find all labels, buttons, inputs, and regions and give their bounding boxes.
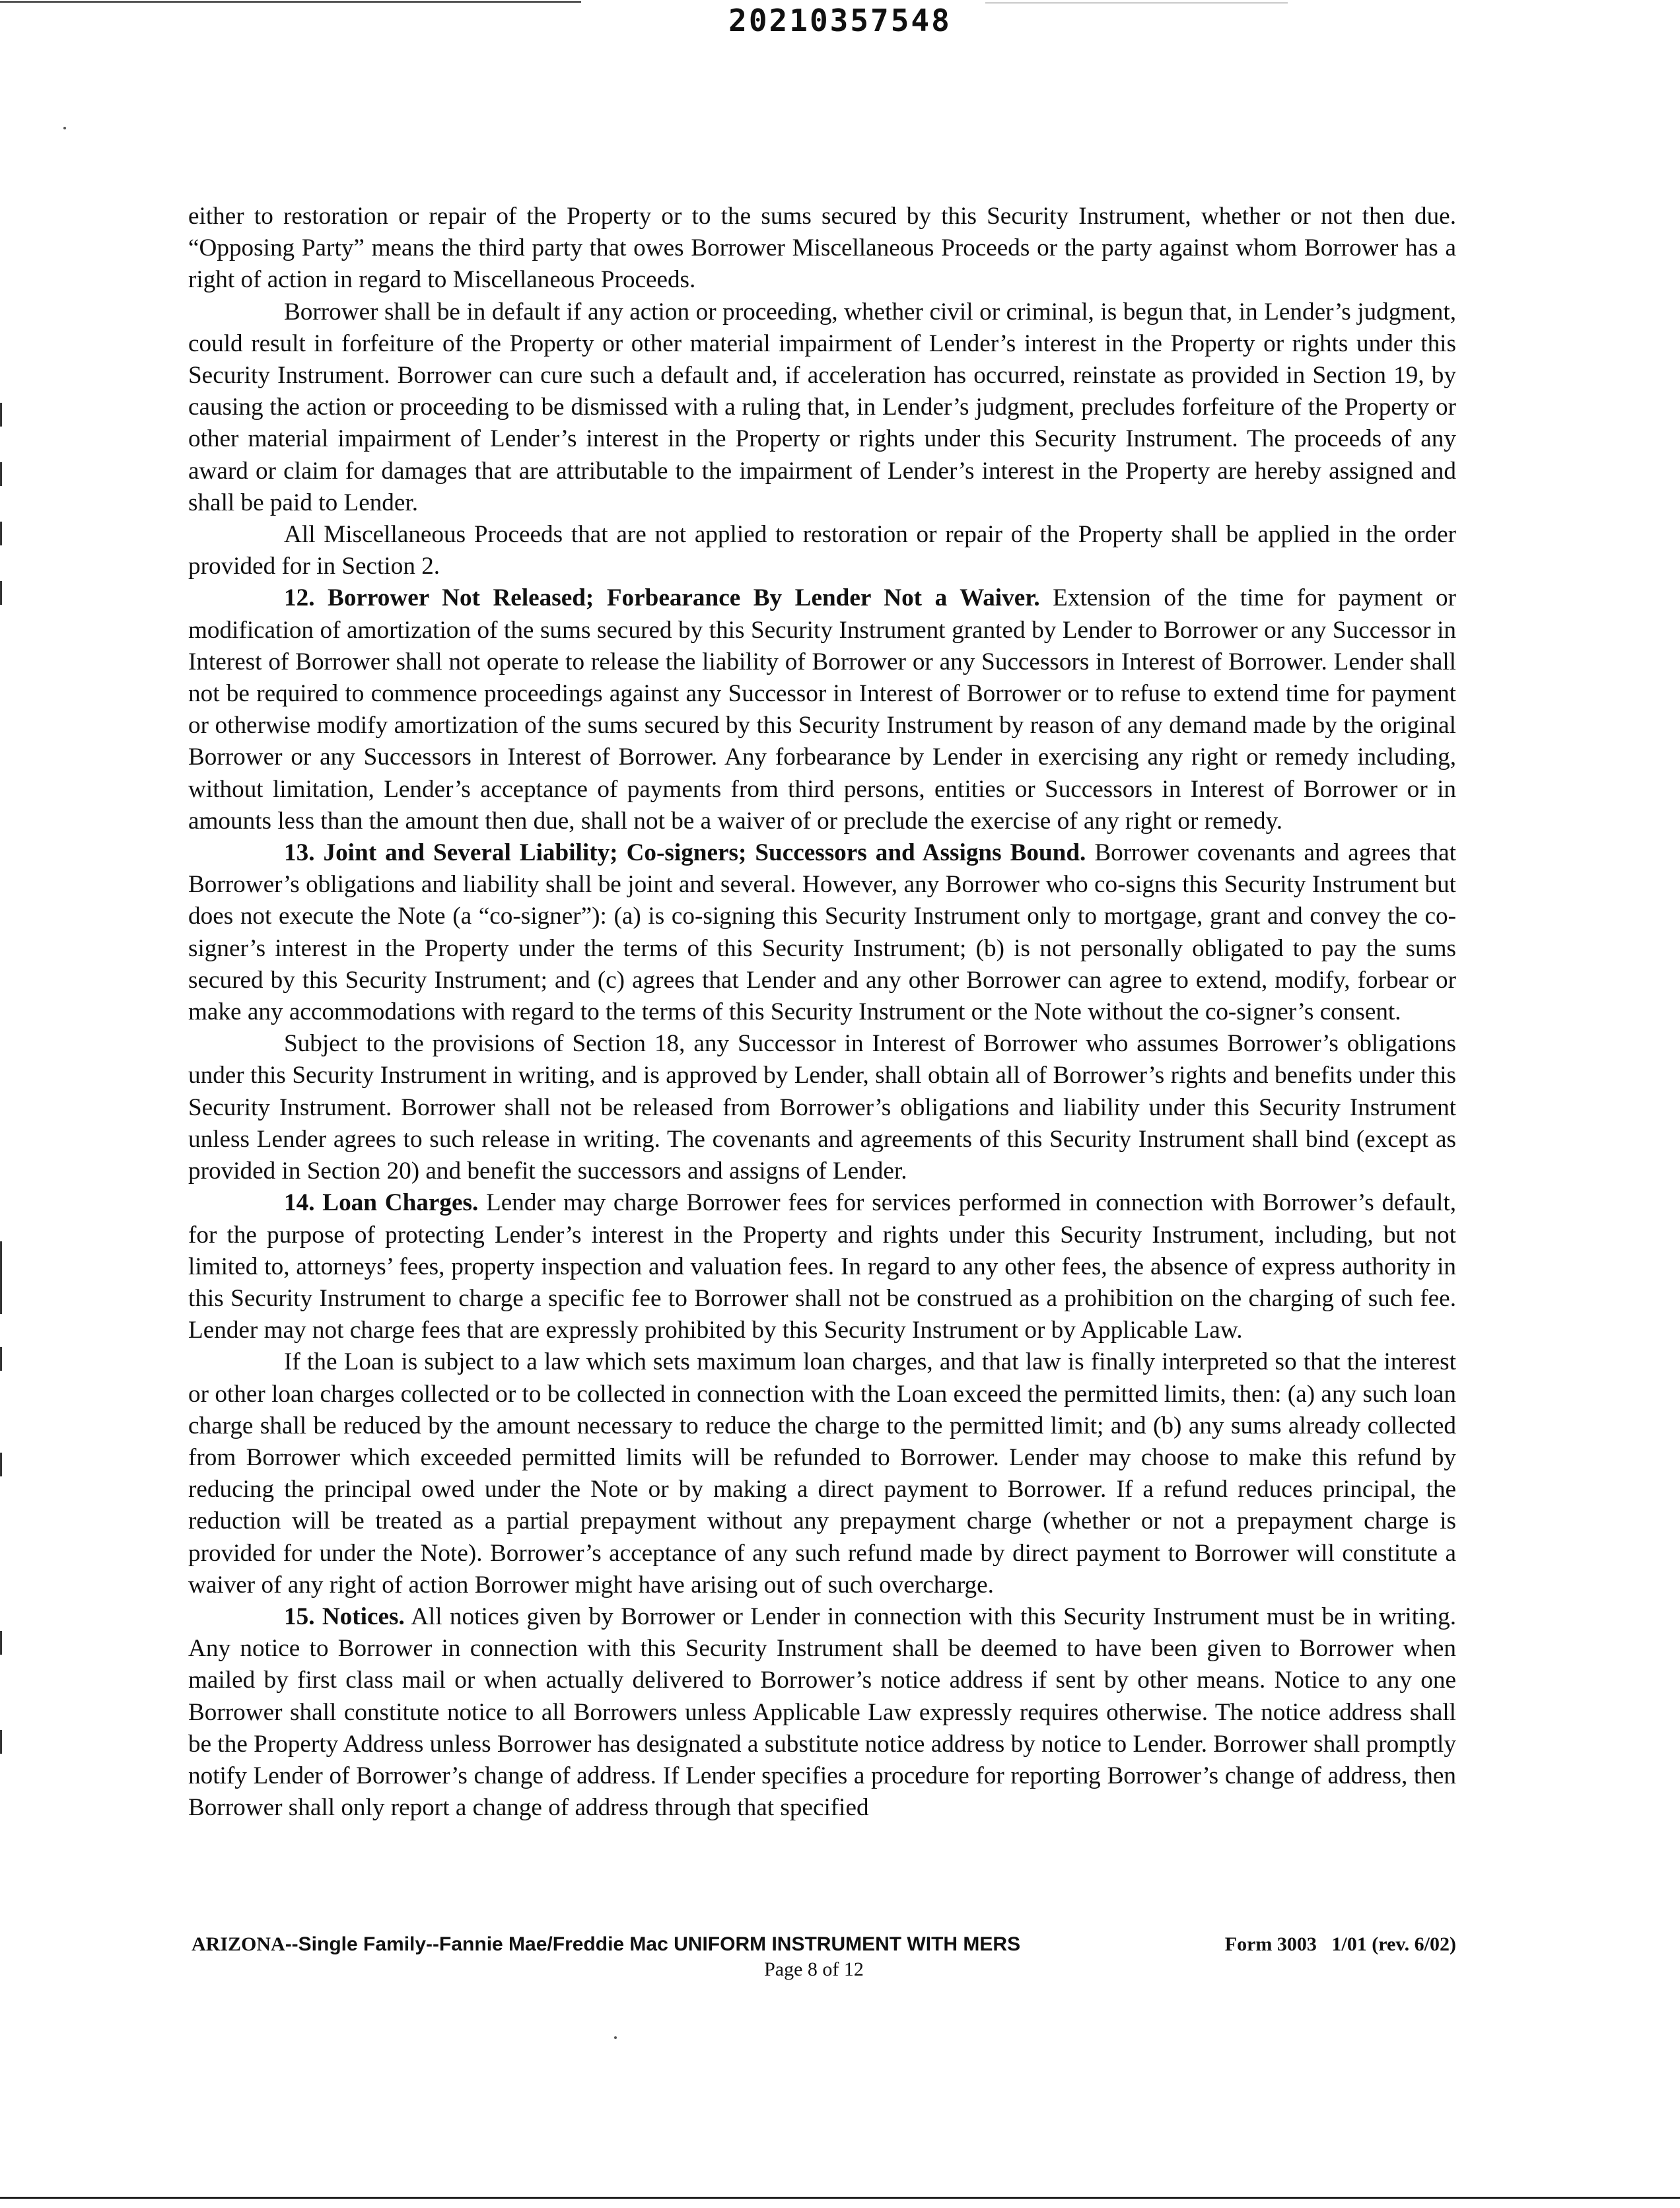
scan-edge-mark	[0, 1241, 2, 1314]
paragraph: All Miscellaneous Proceeds that are not applied to restoration or repair of the Property shall be applied in the order provided for in Section 2.	[188, 521, 1456, 580]
scan-edge-mark	[0, 462, 2, 486]
section-heading: 15. Notices.	[284, 1603, 405, 1630]
section-text: Extension of the time for payment or modification of amortization of the sums secured by this Security Instrument granted by Lender to Borrower or any Successor in Interest of Borrower shall not operate to release the liability of Borrower or any Successors in Interest of Borrower. Lender shall not be required to commence proceedings against any Successor in Interest of Borrower or to refuse to extend time for payment or otherwise modify amortization of the sums secured by this Security Instrument by reason of any demand made by the original Borrower or any Successors in Interest of Borrower. Any forbearance by Lender in exercising any right or remedy including, without limitation, Lender’s acceptance of payments from third persons, entities or Successors in Interest of Borrower or in amounts less than the amount then due, shall not be a waiver of or preclude the exercise of any right or remedy.	[188, 584, 1457, 835]
page-number: Page 8 of 12	[764, 1958, 864, 1980]
scan-speck	[63, 127, 66, 129]
section-13	[188, 837, 1456, 1028]
scan-edge-mark	[0, 581, 2, 605]
section-heading: 14. Loan Charges.	[284, 1189, 479, 1217]
form-state: ARIZONA	[192, 1933, 285, 1955]
section-text: All notices given by Borrower or Lender in connection with this Security Instrument must be in writing. Any notice to Borrower in connection with this Security Instrument shall be deemed to have been given to Borrower when mailed by first class mail or when actually delivered to Borrower’s notice address if sent by other means. Notice to any one Borrower shall constitute notice to all Borrowers unless Applicable Law expressly requires otherwise. The notice address shall be the Property Address unless Borrower has designated a substitute notice address by notice to Lender. Borrower shall promptly notify Lender of Borrower’s change of address. If Lender specifies a procedure for reporting Borrower’s change of address, then Borrower shall only report a change of address through that specified	[188, 1603, 1456, 1822]
scan-speck	[614, 2036, 617, 2039]
recording-number: 20210357548	[728, 3, 952, 38]
scan-edge-mark	[0, 1631, 2, 1655]
paragraph: Borrower shall be in default if any action or proceeding, whether civil or criminal, is begun that, in Lender’s judgment, could result in forfeiture of the Property or other material impairment of Lender’s interest in the Property or rights under this Security Instrument. Borrower can cure such a default and, if acceleration has occurred, reinstate as provided in Section 19, by causing the action or proceeding to be dismissed with a ruling that, in Lender’s judgment, precludes forfeiture of the Property or other material impairment of Lender’s interest in the Property or rights under this Security Instrument. The proceeds of any award or claim for damages that are attributable to the impairment of Lender’s interest in the Property are hereby assigned and shall be paid to Lender.	[188, 298, 1456, 516]
scan-edge-mark	[0, 403, 2, 427]
paragraph: either to restoration or repair of the Property or to the sums secured by this Security Instrument, whether or not then due. “Opposing Party” means the third party that owes Borrower Miscellaneous Proceeds or the party against whom Borrower has a right of action in regard to Miscellaneous Proceeds.	[188, 203, 1456, 294]
section-12	[188, 582, 1456, 837]
document-body	[188, 201, 1456, 1824]
form-footer	[192, 1933, 1456, 1981]
section-heading: 12. Borrower Not Released; Forbearance By Lender Not a Waiver.	[284, 584, 1040, 612]
section-text: Borrower covenants and agrees that Borrower’s obligations and liability shall be joint and several. However, any Borrower who co-signs this Security Instrument but does not execute the Note (a “co-signer”): (a) is co-signing this Security Instrument only to mortgage, grant and convey the co-signer’s interest in the Property under the terms of this Security Instrument; (b) is not personally obligated to pay the sums secured by this Security Instrument; and (c) agrees that Lender and any other Borrower can agree to extend, modify, forbear or make any accommodations with regard to the terms of this Security Instrument or the Note without the co-signer’s consent.	[188, 839, 1456, 1026]
paragraph: Subject to the provisions of Section 18, any Successor in Interest of Borrower who assumes Borrower’s obligations under this Security Instrument in writing, and is approved by Lender, shall obtain all of Borrower’s rights and benefits under this Security Instrument. Borrower shall not be released from Borrower’s obligations and liability under this Security Instrument unless Lender agrees to such release in writing. The covenants and agreements of this Security Instrument shall bind (except as provided in Section 20) and benefit the successors and assigns of Lender.	[188, 1030, 1456, 1185]
section-14	[188, 1187, 1456, 1346]
section-15	[188, 1601, 1456, 1824]
scan-edge-mark	[0, 1730, 2, 1754]
form-title	[192, 1933, 1020, 1956]
scan-edge-mark	[0, 522, 2, 545]
scan-edge-mark	[0, 1347, 2, 1371]
form-number: Form 3003 1/01 (rev. 6/02)	[1224, 1933, 1456, 1955]
paragraph: If the Loan is subject to a law which sets maximum loan charges, and that law is finally interpreted so that the interest or other loan charges collected or to be collected in connection with the Loan exceed the permitted limits, then: (a) any such loan charge shall be reduced by the amount necessary to reduce the charge to the permitted limit; and (b) any sums already collected from Borrower which exceeded permitted limits will be refunded to Borrower. Lender may choose to make this refund by reducing the principal owed under the Note or by making a direct payment to Borrower. If a refund reduces principal, the reduction will be treated as a partial prepayment without any prepayment charge (whether or not a prepayment charge is provided for under the Note). Borrower’s acceptance of any such refund made by direct payment to Borrower will constitute a waiver of any right of action Borrower might have arising out of such overcharge.	[188, 1348, 1456, 1599]
scan-bottom-rule	[0, 2197, 1680, 2199]
section-heading: 13. Joint and Several Liability; Co-signers; Successors and Assigns Bound.	[284, 839, 1086, 867]
form-description: --Single Family--Fannie Mae/Freddie Mac UNIFORM INSTRUMENT WITH MERS	[285, 1933, 1021, 1955]
section-text: Lender may charge Borrower fees for services performed in connection with Borrower’s default, for the purpose of protecting Lender’s interest in the Property and rights under this Security Instrument, including, but not limited to, attorneys’ fees, property inspection and valuation fees. In regard to any other fees, the absence of express authority in this Security Instrument to charge a specific fee to Borrower shall not be construed as a prohibition on the charging of such fee. Lender may not charge fees that are expressly prohibited by this Security Instrument or by Applicable Law.	[188, 1189, 1457, 1344]
scan-edge-mark	[0, 1453, 2, 1476]
